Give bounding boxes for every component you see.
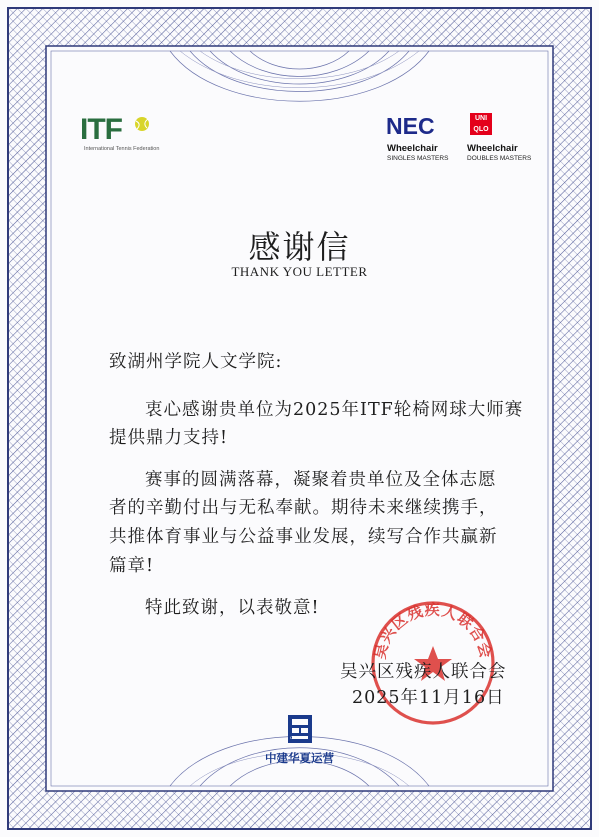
svg-text:吴兴区残疾人联合会: 吴兴区残疾人联合会 (370, 600, 496, 661)
nec-event-sublabel: SINGLES MASTERS (387, 155, 449, 162)
letter-date: 2025年11月16日 (352, 688, 505, 708)
itf-logo: ITF (80, 113, 122, 146)
uniqlo-event-sublabel: DOUBLES MASTERS (467, 155, 532, 162)
paragraph-1-line-1: 衷心感谢贵单位为2025年ITF轮椅网球大师赛 (145, 400, 524, 420)
paragraph-1-line-2: 提供鼎力支持! (109, 428, 229, 448)
paragraph-2-line-3: 共推体育事业与公益事业发展，续写合作共赢新 (109, 527, 498, 547)
nec-event-label: Wheelchair (387, 143, 438, 154)
itf-subtext: International Tennis Federation (84, 146, 160, 152)
cscec-logo-text: CSCEC (290, 735, 305, 740)
addressee: 致湖州学院人文学院: (109, 352, 283, 372)
letter-title: 感谢信 (248, 228, 351, 266)
uniqlo-logo (470, 113, 492, 135)
signature: 吴兴区残疾人联合会 (340, 662, 507, 682)
paragraph-2-line-1: 赛事的圆满落幕，凝聚着贵单位及全体志愿 (145, 470, 497, 490)
nec-logo: NEC (386, 113, 435, 139)
footer-company-name: 中建华夏运营 (265, 751, 334, 765)
uniqlo-event-label: Wheelchair (467, 143, 518, 154)
paragraph-2-line-4: 篇章! (109, 556, 155, 576)
uniqlo-logo-bottom: QLO (473, 126, 489, 133)
tennis-ball-icon (134, 116, 150, 132)
paragraph-2-line-2: 者的辛勤付出与无私奉献。期待未来继续携手， (109, 498, 498, 518)
uniqlo-logo-top: UNI (474, 115, 488, 122)
letter-subtitle: THANK YOU LETTER (231, 264, 368, 279)
closing-line: 特此致谢，以表敬意! (145, 598, 320, 618)
